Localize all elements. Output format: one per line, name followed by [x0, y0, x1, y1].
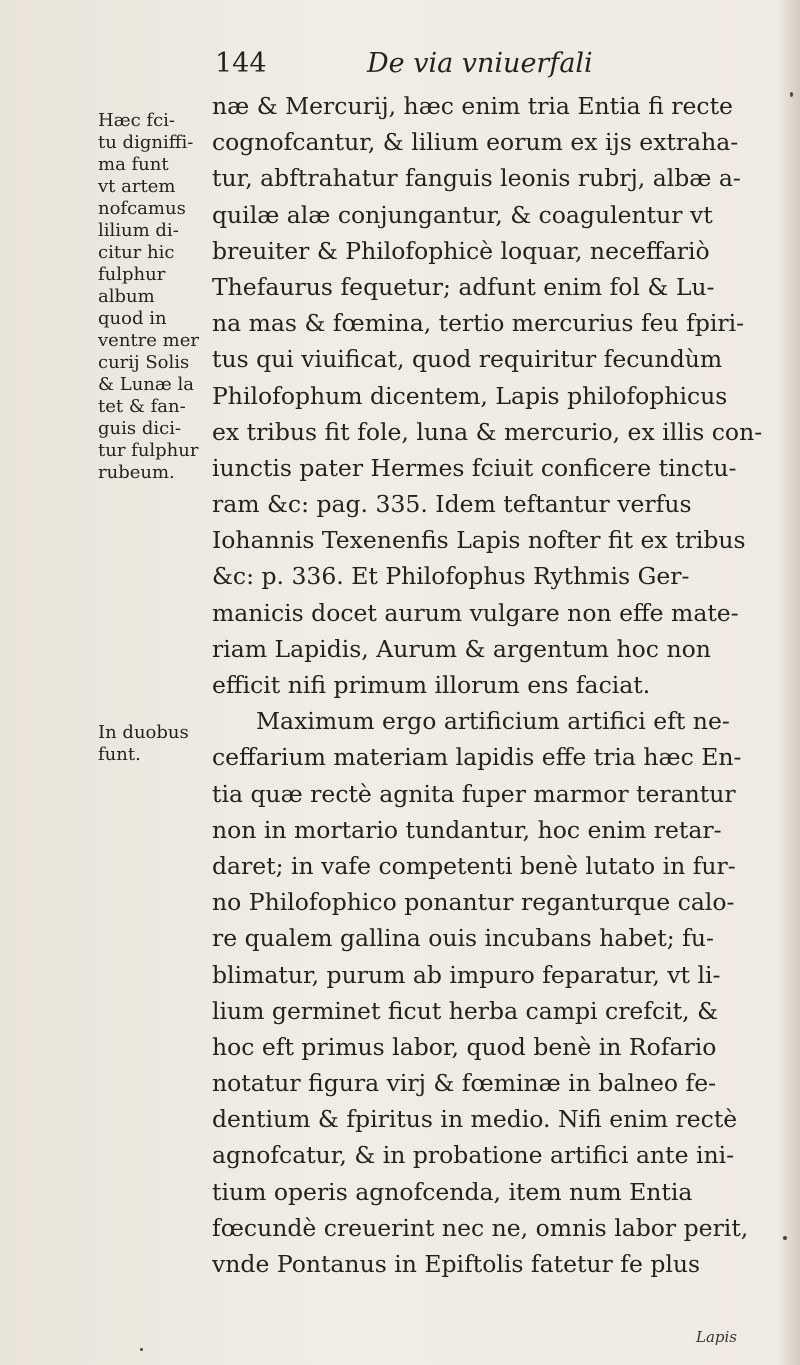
- text-line: tur, abftrahatur fanguis leonis rubrj, albæ a-: [212, 164, 741, 193]
- text-line: ram &c: pag. 335. Idem teftantur verfus: [212, 490, 692, 519]
- margin-note-line: album: [98, 286, 155, 307]
- text-line: quilæ alæ conjungantur, & coagulentur vt: [212, 200, 713, 229]
- margin-note-line: nofcamus: [98, 198, 186, 219]
- margin-note-line: fulphur: [98, 264, 166, 285]
- margin-note-line: tu digniffi-: [98, 132, 194, 153]
- text-line: Thefaurus fequetur; adfunt enim fol & Lu-: [212, 272, 715, 301]
- text-line: re qualem gallina ouis incubans habet; fu-: [212, 924, 714, 953]
- text-line: no Philofophico ponantur reganturque calo-: [212, 888, 735, 917]
- margin-note-line: funt.: [98, 744, 141, 765]
- margin-note-line: ventre mer: [98, 330, 199, 351]
- page-header: [215, 48, 735, 84]
- catchword: Lapis: [696, 1328, 738, 1346]
- main-text-block: [212, 88, 782, 1282]
- margin-note-line: guis dici-: [98, 418, 182, 439]
- ink-speck: [783, 1236, 787, 1240]
- margin-note-line: citur hic: [98, 242, 175, 263]
- margin-note-line: In duobus: [98, 722, 189, 743]
- text-line: notatur figura virj & fœminæ in balneo fe-: [212, 1069, 717, 1098]
- margin-note-line: tur fulphur: [98, 440, 199, 461]
- text-line: hoc eft primus labor, quod benè in Rofario: [212, 1032, 717, 1061]
- text-line: vnde Pontanus in Epiftolis fatetur fe plus: [212, 1250, 701, 1278]
- running-title: De via vniuerfali: [367, 48, 593, 79]
- text-line: fœcundè creuerint nec ne, omnis labor perit,: [212, 1213, 749, 1242]
- margin-note-line: Hæc fci-: [98, 110, 176, 131]
- text-line: ex tribus fit fole, luna & mercurio, ex illis con-: [212, 417, 763, 446]
- text-line: riam Lapidis, Aurum & argentum hoc non: [212, 634, 711, 663]
- margin-note-line: curij Solis: [98, 352, 190, 373]
- page-number: 144: [215, 48, 267, 79]
- margin-note-line: tet & fan-: [98, 396, 186, 417]
- text-line-paragraph-start: Maximum ergo artificium artifici eft ne-: [256, 707, 730, 736]
- text-line: Philofophum dicentem, Lapis philofophicus: [212, 381, 728, 410]
- text-line: manicis docet aurum vulgare non effe mate-: [212, 598, 739, 627]
- margin-note-line: ma funt: [98, 154, 169, 175]
- text-line: Iohannis Texenenfis Lapis nofter fit ex tribus: [212, 526, 746, 555]
- text-line: tus qui viuificat, quod requiritur fecundùm: [212, 345, 723, 374]
- text-line: efficit nifi primum illorum ens faciat.: [212, 671, 651, 699]
- text-line: iunctis pater Hermes fciuit conficere tinctu-: [212, 453, 737, 482]
- text-line: næ & Mercurij, hæc enim tria Entia fi recte: [212, 92, 733, 120]
- text-line: daret; in vafe competenti benè lutato in fur-: [212, 851, 736, 880]
- margin-note-line: vt artem: [98, 176, 176, 197]
- text-line: tium operis agnofcenda, item num Entia: [212, 1177, 693, 1206]
- margin-note-in-duobus: [98, 722, 210, 766]
- text-line: &c: p. 336. Et Philofophus Rythmis Ger-: [212, 562, 690, 591]
- text-line: cognofcantur, & lilium eorum ex ijs extraha-: [212, 128, 739, 157]
- margin-note-line: & Lunæ la: [98, 374, 195, 395]
- margin-note-scientia: [98, 110, 210, 484]
- ink-speck: [790, 92, 793, 97]
- text-line: agnofcatur, & in probatione artifici ante ini-: [212, 1141, 735, 1170]
- text-line: blimatur, purum ab impuro feparatur, vt li-: [212, 960, 721, 989]
- text-line: ceffarium materiam lapidis effe tria hæc En-: [212, 743, 742, 772]
- text-line: na mas & fœmina, tertio mercurius feu fpiri-: [212, 309, 745, 338]
- margin-note-line: lilium di-: [98, 220, 179, 241]
- text-line: non in mortario tundantur, hoc enim retar-: [212, 815, 722, 844]
- ink-speck: [140, 1348, 143, 1351]
- text-line: tia quæ rectè agnita fuper marmor terantur: [212, 779, 736, 808]
- text-line: breuiter & Philofophicè loquar, neceffariò: [212, 236, 710, 265]
- margin-note-line: rubeum.: [98, 462, 175, 483]
- text-line: dentium & fpiritus in medio. Nifi enim rectè: [212, 1105, 738, 1134]
- margin-note-line: quod in: [98, 308, 167, 329]
- text-line: lium germinet ficut herba campi crefcit, &: [212, 996, 719, 1025]
